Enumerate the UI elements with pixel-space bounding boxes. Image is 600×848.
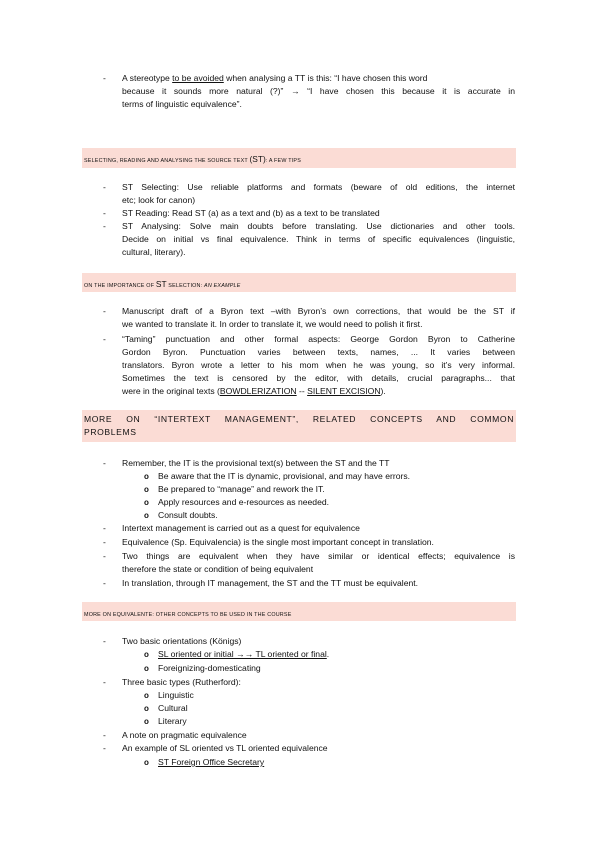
- dash-bullet: -: [103, 221, 106, 231]
- dash-bullet: -: [103, 636, 106, 646]
- dash-bullet: -: [103, 182, 106, 192]
- sub-list-item: SL oriented or initial →→ TL oriented or final.: [158, 649, 330, 659]
- avoided-link[interactable]: to be avoided: [172, 73, 224, 83]
- dash-bullet: -: [103, 523, 106, 533]
- foreign-office-link[interactable]: ST Foreign Office Secretary: [158, 757, 265, 767]
- stereotype-line-3: terms of linguistic equivalence”.: [122, 99, 242, 109]
- list-item: etc; look for canon): [122, 195, 196, 205]
- dash-bullet: -: [103, 306, 106, 316]
- section-title-line: PROBLEMS: [84, 427, 137, 437]
- dash-bullet: -: [103, 578, 106, 588]
- list-item: ST Reading: Read ST (a) as a text and (b) as a text to be translated: [122, 208, 380, 218]
- section-title-line: MORE ON “INTERTEXT MANAGEMENT”, RELATED CONCEPTS AND COMMON: [84, 414, 514, 424]
- stereotype-line-2: because it sounds more natural (?)” → “I have chosen this because it is accurate in: [122, 86, 515, 96]
- list-item: In translation, through IT management, the ST and the TT must be equivalent.: [122, 578, 419, 588]
- list-item: ST Selecting: Use reliable platforms and formats (beware of old editions, the internet: [122, 182, 515, 192]
- dash-bullet: -: [103, 743, 106, 753]
- list-item: cultural, literary).: [122, 247, 186, 257]
- dash-bullet: -: [103, 537, 106, 547]
- circle-bullet: o: [144, 650, 149, 659]
- sub-list-item: Consult doubts.: [158, 510, 218, 520]
- bowdlerization-link[interactable]: BOWDLERIZATION: [219, 386, 297, 396]
- list-item: were in the original texts (BOWDLERIZATION -- SILENT EXCISION).: [122, 386, 386, 396]
- list-item: A note on pragmatic equivalence: [122, 730, 247, 740]
- sub-list-item: Foreignizing-domesticating: [158, 663, 261, 673]
- section-header-st-tips: SELECTING, READING AND ANALYSING THE SOURCE TEXT (ST): A FEW TIPS: [82, 148, 516, 168]
- list-item: translators. Byron wrote a letter to his mom when he was young, so it’s very informal.: [122, 360, 515, 370]
- sub-list-item: [158, 756, 515, 769]
- sub-list-item: Be aware that the IT is dynamic, provisional, and may have errors.: [158, 471, 411, 481]
- list-item: “Taming” punctuation and other formal aspects: George Gordon Byron to Catherine: [122, 334, 515, 344]
- sub-list-item: Cultural: [158, 703, 188, 713]
- dash-bullet: -: [103, 334, 106, 344]
- dash-bullet: -: [103, 551, 106, 561]
- list-item: Sometimes the text is censored by the editor, with details, crucial paragraphs... that: [122, 373, 515, 383]
- sub-list-item: Be prepared to “manage” and rework the IT.: [158, 484, 325, 494]
- sub-list-item: Literary: [158, 716, 187, 726]
- dash-bullet: -: [103, 73, 106, 83]
- silent-excision-link[interactable]: SILENT EXCISION: [307, 386, 381, 396]
- list-item: we wanted to translate it. In order to translate it, we would need to polish it first.: [122, 319, 423, 329]
- list-item: Decide on initial vs final equivalence. Think in terms of specific equivalences (linguistic,: [122, 234, 515, 244]
- list-item: ST Analysing: Solve main doubts before translating. Use dictionaries and other tools.: [122, 221, 515, 231]
- circle-bullet: o: [144, 717, 149, 726]
- list-item: An example of SL oriented vs TL oriented equivalence: [122, 743, 328, 753]
- circle-bullet: o: [144, 704, 149, 713]
- circle-bullet: o: [144, 664, 149, 673]
- circle-bullet: o: [144, 511, 149, 520]
- circle-bullet: o: [144, 472, 149, 481]
- dash-bullet: -: [103, 208, 106, 218]
- sub-list-item: Apply resources and e-resources as needed.: [158, 497, 330, 507]
- section-header-intertext: [82, 410, 516, 442]
- sub-list-item: Linguistic: [158, 690, 194, 700]
- circle-bullet: o: [144, 691, 149, 700]
- circle-bullet: o: [144, 758, 149, 767]
- stereotype-line-1: A stereotype to be avoided when analysing a TT is this: “I have chosen this word: [122, 73, 428, 83]
- list-item: Three basic types (Rutherford):: [122, 677, 241, 687]
- list-item: Manuscript draft of a Byron text –with Byron’s own corrections, that would be the ST if: [122, 306, 515, 316]
- list-item: Equivalence (Sp. Equivalencia) is the single most important concept in translation.: [122, 537, 434, 547]
- dash-bullet: -: [103, 677, 106, 687]
- list-item: therefore the state or condition of being equivalent: [122, 564, 314, 574]
- list-item: Intertext management is carried out as a quest for equivalence: [122, 523, 360, 533]
- section-header-equivalence: MORE ON EQUIVALENTE: OTHER CONCEPTS TO BE USED IN THE COURSE: [82, 602, 516, 621]
- dash-bullet: -: [103, 730, 106, 740]
- circle-bullet: o: [144, 485, 149, 494]
- list-item: Gordon Byron. Punctuation varies between texts, names, ... It varies between: [122, 347, 515, 357]
- section-header-st-selection: ON THE IMPORTANCE OF ST SELECTION: AN EXAMPLE: [82, 273, 516, 292]
- list-item: Two basic orientations (Königs): [122, 636, 242, 646]
- dash-bullet: -: [103, 458, 106, 468]
- list-item: Two things are equivalent when they have similar or identical effects; equivalence is: [122, 551, 515, 561]
- circle-bullet: o: [144, 498, 149, 507]
- orientation-link[interactable]: SL oriented or initial →→ TL oriented or final: [158, 649, 327, 659]
- list-item: Remember, the IT is the provisional text(s) between the ST and the TT: [122, 458, 390, 468]
